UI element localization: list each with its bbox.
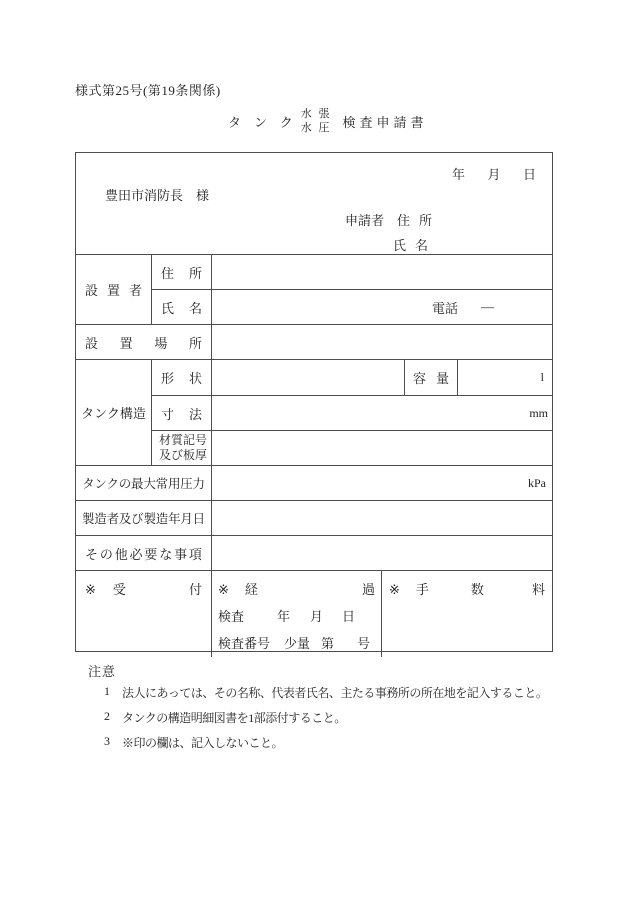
note-item xyxy=(104,734,283,751)
fee-label-char: 料 xyxy=(531,582,545,597)
fee-label-char: 手 xyxy=(415,582,429,597)
date-year-label: 年 xyxy=(452,167,466,182)
max-pressure-unit: kPa xyxy=(528,475,546,490)
applicant-name-char: 氏 xyxy=(393,238,407,253)
progress-label-char: 過 xyxy=(361,582,375,597)
installer-name-label-cell xyxy=(152,290,212,325)
other-items-value-cell xyxy=(212,536,552,571)
dimensions-unit: mm xyxy=(529,405,548,420)
name-label-char: 名 xyxy=(188,300,202,316)
location-label-char: 場 xyxy=(154,335,168,351)
installer-address-label-cell xyxy=(152,255,212,290)
name-label-char: 氏 xyxy=(161,300,175,316)
dimensions-label-char: 寸 xyxy=(161,406,175,422)
note-number: 3 xyxy=(104,734,110,748)
capacity-label-char: 容 xyxy=(413,371,427,386)
manufacturer-label-cell xyxy=(76,501,212,536)
location-value-cell xyxy=(212,325,552,360)
material-label-line1: 材質記号 xyxy=(159,433,208,447)
form-title-stacked-terms xyxy=(301,107,332,135)
applicant-name-label xyxy=(393,235,428,254)
form-number: 様式第25号(第19条関係) xyxy=(75,83,221,98)
material-label-cell xyxy=(152,431,212,466)
form-title xyxy=(228,103,428,139)
small-quantity-label: 少量 xyxy=(284,636,311,651)
applicant-line xyxy=(345,210,432,229)
number-prefix-label: 第 xyxy=(321,636,335,651)
form-title-water-pressure: 水 圧 xyxy=(300,122,332,134)
date-month-label: 月 xyxy=(487,167,501,182)
fee-label xyxy=(382,576,552,603)
max-pressure-label: タンクの最大常用圧力 xyxy=(82,477,205,491)
fee-label-char: 数 xyxy=(470,582,484,597)
reception-label-char: 受 xyxy=(112,582,126,597)
phone-label: 電話 xyxy=(431,300,458,316)
other-label-char: 他 xyxy=(114,546,128,562)
shape-label-cell xyxy=(152,360,212,396)
capacity-value-cell xyxy=(458,360,552,396)
installer-label-char: 者 xyxy=(128,283,142,298)
note-text: タンクの構造明細図書を1部添付すること。 xyxy=(122,711,346,725)
reference-mark-icon: ※ xyxy=(389,582,400,597)
capacity-label-cell xyxy=(405,360,458,396)
manufacturer-label: 製造者及び製造年月日 xyxy=(81,512,205,526)
capacity-label-char: 量 xyxy=(435,371,449,386)
applicant-name-char: 名 xyxy=(414,238,428,253)
inspection-month-label: 月 xyxy=(310,609,324,624)
installer-label-char: 置 xyxy=(106,283,120,298)
note-item xyxy=(104,684,547,701)
table-header-cell xyxy=(76,153,552,255)
form-title-tank: タンク xyxy=(228,114,306,130)
note-text: ※印の欄は、記入しないこと。 xyxy=(122,736,284,750)
installer-address-value-cell xyxy=(212,255,552,290)
address-label-char: 所 xyxy=(188,265,202,281)
dimensions-label-cell xyxy=(152,396,212,431)
inspection-number-label: 検査番号 xyxy=(218,636,271,651)
location-label-char: 置 xyxy=(119,335,133,351)
material-value-cell xyxy=(212,431,552,466)
max-pressure-label-cell xyxy=(76,466,212,501)
manufacturer-value-cell xyxy=(212,501,552,536)
applicant-address-char: 所 xyxy=(419,213,433,228)
form-title-water-fill: 水 張 xyxy=(300,108,332,120)
other-items-label-cell xyxy=(76,536,212,571)
progress-cell xyxy=(212,571,382,657)
installer-label-char: 設 xyxy=(85,283,99,298)
inspection-date-line xyxy=(212,603,381,630)
note-item xyxy=(104,709,346,726)
dimensions-value-cell xyxy=(212,396,552,431)
reception-label-char: 付 xyxy=(188,582,202,597)
max-pressure-value-cell xyxy=(212,466,552,501)
note-text: 法人にあっては、その名称、代表者氏名、主たる事務所の所在地を記入すること。 xyxy=(122,686,548,700)
applicant-address-char: 住 xyxy=(397,213,411,228)
other-label-char: 要 xyxy=(144,546,158,562)
notes-heading: 注意 xyxy=(88,664,117,679)
other-label-char: 事 xyxy=(174,546,188,562)
application-table xyxy=(75,152,553,652)
shape-value-cell xyxy=(212,360,405,396)
address-label-char: 住 xyxy=(161,265,175,281)
capacity-unit: l xyxy=(540,370,544,384)
location-label-char: 所 xyxy=(188,335,202,351)
installer-label-cell xyxy=(76,255,152,325)
progress-label-char: 経 xyxy=(244,582,258,597)
applicant-address-label xyxy=(397,210,432,229)
shape-label-char: 形 xyxy=(161,371,175,386)
form-title-application: 検査申請書 xyxy=(342,114,428,130)
structure-label: タンク構造 xyxy=(81,406,146,421)
location-label-char: 設 xyxy=(85,335,99,351)
inspection-number-line xyxy=(212,630,381,657)
progress-label xyxy=(212,576,381,603)
reference-mark-icon: ※ xyxy=(218,582,229,597)
other-label-char: 項 xyxy=(188,546,202,562)
reception-label xyxy=(76,576,211,603)
number-suffix-label: 号 xyxy=(357,636,371,651)
structure-label-cell xyxy=(76,360,152,466)
fee-cell xyxy=(382,571,552,657)
reference-mark-icon: ※ xyxy=(85,582,96,597)
date-line xyxy=(452,164,536,183)
dimensions-label-char: 法 xyxy=(188,406,202,422)
material-label-line2: 及び板厚 xyxy=(159,448,208,462)
other-label-char: そ xyxy=(85,546,99,562)
installer-name-value-cell xyxy=(212,290,552,325)
other-label-char: 必 xyxy=(129,546,143,562)
shape-label-char: 状 xyxy=(188,371,202,386)
addressee: 豊田市消防長 様 xyxy=(105,188,210,203)
location-label-cell xyxy=(76,325,212,360)
note-number: 1 xyxy=(104,684,110,698)
inspection-year-label: 年 xyxy=(277,609,291,624)
applicant-label: 申請者 xyxy=(345,213,385,228)
other-label-char: な xyxy=(159,546,173,562)
inspection-label: 検査 xyxy=(218,609,245,624)
date-day-label: 日 xyxy=(522,167,536,182)
inspection-day-label: 日 xyxy=(342,609,356,624)
reception-cell xyxy=(76,571,212,657)
other-label-char: の xyxy=(99,546,113,562)
note-number: 2 xyxy=(104,709,110,723)
phone-separator: — xyxy=(481,299,494,314)
